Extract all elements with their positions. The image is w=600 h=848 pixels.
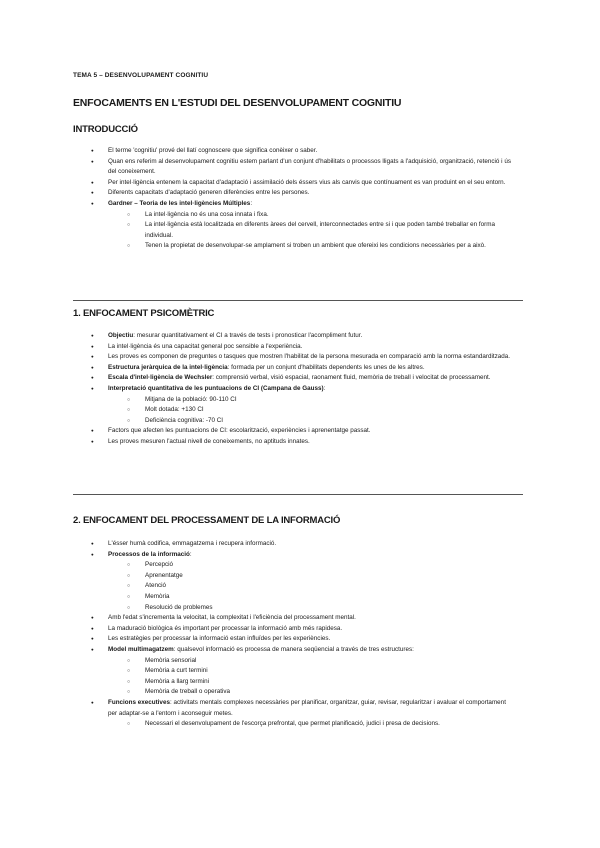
item-label: Processos de la informació — [108, 550, 190, 558]
item-label: Estructura jeràrquica de la intel·ligència — [108, 363, 228, 371]
item-text: Percepció — [145, 561, 174, 569]
list-item — [0, 352, 600, 363]
item-text: : — [250, 199, 253, 207]
item-text: Deficiència cognitiva: -70 CI — [145, 416, 224, 424]
item-text: Atenció — [145, 582, 167, 590]
item-text: Les estratègies per processar la informació estan influïdes per les experiències. — [108, 635, 331, 643]
list-item — [0, 331, 600, 342]
item-label: Interpretació quantitativa de les puntuacions de CI (Campana de Gauss) — [108, 384, 324, 392]
list-item — [0, 363, 600, 374]
item-text: La intel·ligència no és una cosa innata i fixa. — [145, 210, 269, 218]
item-text: Per intel·ligència entenem la capacitat d'adaptació i assimilació dels éssers vius als canvis que contínuament es van produint en el seu entorn. — [108, 178, 506, 186]
item-text: Resolució de problemes — [145, 603, 213, 611]
item-text: Quan ens referim al desenvolupament cognitiu estem parlant d'un conjunt d'habilitats o processos lligats a l'adquisició, organització, retenció i ús del coneixement. — [108, 157, 511, 176]
item-text: : mesurar quantitativament el CI a través de tests i pronosticar l'acompliment futur. — [133, 332, 363, 339]
item-text: La maduració biològica és important per processar la informació amb més rapidesa. — [108, 624, 343, 632]
list-item — [0, 550, 600, 561]
topic-label: TEMA 5 – DESENVOLUPAMENT COGNITIU — [73, 72, 209, 79]
item-label: Escala d'intel·ligència de Wechsler — [108, 374, 213, 382]
item-text: : activitats mentals complexes necessàries per planificar, organitzar, guiar, revisar, regularitzar i avaluar el comportament per adaptar-se a l'entorn i aconseguir metes. — [108, 698, 506, 717]
list-item — [0, 188, 600, 199]
item-text: Diferents capacitats d'adaptació generen diferències entre les persones. — [108, 189, 310, 197]
item-text: : comprensió verbal, visió espacial, raonament fluid, memòria de treball i velocitat de processament. — [212, 374, 491, 382]
item-text: Mitjana de la població: 90-110 CI — [145, 395, 237, 403]
item-text: : — [323, 384, 326, 392]
sub-list-item — [0, 220, 600, 241]
item-label: Gardner – Teoria de les intel·ligències Múltiples — [108, 199, 251, 207]
list-item — [0, 634, 600, 645]
list-item — [0, 613, 600, 624]
list-item — [0, 645, 600, 656]
item-label: Funcions executives — [108, 698, 170, 706]
item-text: Tenen la propietat de desenvolupar-se amplament si troben un ambient que ofereixi les condicions necessàries per a això. — [145, 242, 486, 250]
section2-list — [0, 539, 600, 730]
section-divider — [73, 494, 523, 495]
list-item — [0, 199, 600, 210]
item-text: Les proves es componen de preguntes o tasques que mostren l'habilitat de la persona mesurada en comparació amb la norma estandarditzada. — [108, 353, 510, 361]
list-item — [0, 342, 600, 353]
item-text: Aprenentatge — [145, 571, 183, 579]
item-text: Memòria — [145, 592, 170, 600]
sub-list-item — [0, 666, 600, 677]
list-item — [0, 624, 600, 635]
sub-list-item — [0, 719, 600, 730]
item-text: El terme 'cognitiu' prové del llatí cognoscere que significa conèixer o saber. — [108, 147, 318, 154]
sub-list-item — [0, 210, 600, 221]
list-item — [0, 384, 600, 395]
sub-list-item — [0, 592, 600, 603]
list-item — [0, 178, 600, 189]
item-text: Memòria a llarg termini — [145, 677, 210, 685]
sub-list-item — [0, 603, 600, 614]
sub-list-item — [0, 687, 600, 698]
item-text: Memòria a curt termini — [145, 667, 208, 675]
item-text: La intel·ligència és una capacitat general poc sensible a l'experiència. — [108, 342, 303, 350]
item-text: Factors que afecten les puntuacions de CI: escolarització, experiències i aprenentatge passat. — [108, 427, 371, 435]
list-item — [0, 437, 600, 448]
sub-list-item — [0, 581, 600, 592]
list-item — [0, 146, 600, 157]
sub-list-item — [0, 560, 600, 571]
item-text: Amb l'edat s'incrementa la velocitat, la complexitat i l'eficiència del processament mental. — [108, 614, 356, 622]
sub-list-item — [0, 677, 600, 688]
intro-list — [0, 146, 600, 252]
list-item — [0, 373, 600, 384]
section1-heading: 1. ENFOCAMENT PSICOMÈTRIC — [73, 308, 215, 319]
item-text: Memòria de treball o operativa — [145, 688, 231, 696]
sub-list-item — [0, 571, 600, 582]
list-item — [0, 157, 600, 178]
item-text: Memòria sensorial — [145, 656, 197, 664]
item-text: L'ésser humà codifica, emmagatzema i recupera informació. — [108, 540, 277, 547]
sub-list-item — [0, 395, 600, 406]
item-label: Model multimagatzem — [108, 645, 174, 653]
item-text: : formada per un conjunt d'habilitats dependents les unes de les altres. — [227, 363, 425, 371]
item-text: Necessari el desenvolupament de l'escorça prefrontal, que permet planificació, judici i presa de decisions. — [145, 720, 440, 728]
section-divider — [73, 300, 523, 301]
sub-list-item — [0, 405, 600, 416]
list-item — [0, 539, 600, 550]
section2-heading: 2. ENFOCAMENT DEL PROCESSAMENT DE LA INFORMACIÓ — [73, 515, 341, 526]
item-text: Molt dotada: +130 CI — [145, 406, 204, 414]
sub-list-item — [0, 241, 600, 252]
item-text: : — [189, 550, 192, 558]
item-text: La intel·ligència està localitzada en diferents àrees del cervell, interconnectades entre si i que poden també treballar en forma individual. — [145, 221, 496, 239]
sub-list-item — [0, 656, 600, 667]
item-label: Objectiu — [108, 332, 134, 339]
sub-list-item — [0, 416, 600, 427]
page-title: ENFOCAMENTS EN L'ESTUDI DEL DESENVOLUPAMENT COGNITIU — [73, 97, 402, 109]
list-item — [0, 426, 600, 437]
item-text: Les proves mesuren l'actual nivell de coneixements, no aptituds innates. — [108, 437, 310, 445]
list-item — [0, 698, 600, 719]
item-text: : qualsevol informació es processa de manera seqüencial a través de tres estructures: — [173, 645, 414, 653]
section1-list — [0, 331, 600, 448]
intro-heading: INTRODUCCIÓ — [73, 124, 138, 135]
